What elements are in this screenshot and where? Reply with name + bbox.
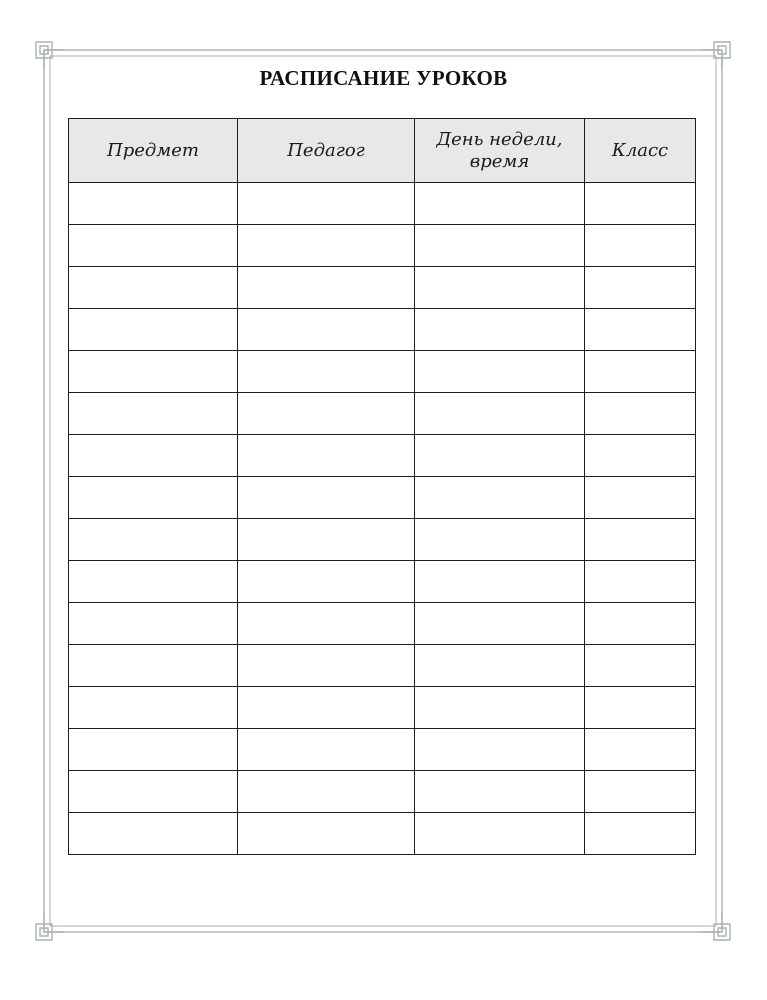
cell-teacher — [238, 225, 415, 267]
cell-subject — [69, 309, 238, 351]
cell-day-time — [415, 477, 585, 519]
cell-class — [585, 393, 696, 435]
cell-teacher — [238, 309, 415, 351]
table-row — [69, 603, 696, 645]
cell-class — [585, 687, 696, 729]
cell-day-time — [415, 561, 585, 603]
table-row — [69, 225, 696, 267]
cell-day-time — [415, 729, 585, 771]
cell-teacher — [238, 729, 415, 771]
cell-subject — [69, 183, 238, 225]
cell-class — [585, 225, 696, 267]
cell-teacher — [238, 687, 415, 729]
table-row — [69, 267, 696, 309]
cell-teacher — [238, 183, 415, 225]
cell-subject — [69, 645, 238, 687]
cell-teacher — [238, 351, 415, 393]
cell-day-time — [415, 393, 585, 435]
schedule-body — [69, 183, 696, 855]
table-row — [69, 519, 696, 561]
cell-teacher — [238, 813, 415, 855]
cell-class — [585, 351, 696, 393]
cell-class — [585, 603, 696, 645]
cell-class — [585, 519, 696, 561]
cell-class — [585, 183, 696, 225]
cell-subject — [69, 225, 238, 267]
cell-subject — [69, 561, 238, 603]
cell-subject — [69, 435, 238, 477]
column-header-teacher: Педагог — [238, 119, 415, 183]
cell-day-time — [415, 687, 585, 729]
cell-teacher — [238, 645, 415, 687]
cell-teacher — [238, 267, 415, 309]
cell-subject — [69, 687, 238, 729]
cell-day-time — [415, 267, 585, 309]
table-row — [69, 309, 696, 351]
cell-day-time — [415, 351, 585, 393]
cell-subject — [69, 603, 238, 645]
table-row — [69, 477, 696, 519]
cell-day-time — [415, 813, 585, 855]
cell-class — [585, 771, 696, 813]
cell-subject — [69, 267, 238, 309]
page-title: РАСПИСАНИЕ УРОКОВ — [259, 66, 508, 90]
cell-class — [585, 729, 696, 771]
table-row — [69, 687, 696, 729]
table-row — [69, 561, 696, 603]
cell-teacher — [238, 561, 415, 603]
table-header-row — [69, 119, 696, 183]
cell-subject — [69, 351, 238, 393]
cell-class — [585, 477, 696, 519]
table-row — [69, 393, 696, 435]
table-row — [69, 813, 696, 855]
cell-class — [585, 435, 696, 477]
cell-teacher — [238, 603, 415, 645]
cell-subject — [69, 771, 238, 813]
cell-teacher — [238, 435, 415, 477]
cell-day-time — [415, 645, 585, 687]
table-row — [69, 435, 696, 477]
cell-teacher — [238, 771, 415, 813]
cell-teacher — [238, 393, 415, 435]
cell-day-time — [415, 225, 585, 267]
table-row — [69, 645, 696, 687]
cell-class — [585, 309, 696, 351]
cell-class — [585, 645, 696, 687]
cell-subject — [69, 519, 238, 561]
cell-subject — [69, 393, 238, 435]
table-row — [69, 183, 696, 225]
table-row — [69, 351, 696, 393]
cell-class — [585, 813, 696, 855]
cell-class — [585, 267, 696, 309]
cell-teacher — [238, 477, 415, 519]
schedule-table — [68, 118, 696, 855]
cell-day-time — [415, 771, 585, 813]
column-header-subject: Предмет — [69, 119, 238, 183]
cell-subject — [69, 477, 238, 519]
cell-day-time — [415, 603, 585, 645]
cell-teacher — [238, 519, 415, 561]
cell-subject — [69, 729, 238, 771]
cell-day-time — [415, 183, 585, 225]
cell-class — [585, 561, 696, 603]
cell-subject — [69, 813, 238, 855]
table-row — [69, 729, 696, 771]
cell-day-time — [415, 519, 585, 561]
table-row — [69, 771, 696, 813]
column-header-class: Класс — [585, 119, 696, 183]
cell-day-time — [415, 435, 585, 477]
column-header-day-time: День недели, время — [415, 119, 585, 183]
cell-day-time — [415, 309, 585, 351]
